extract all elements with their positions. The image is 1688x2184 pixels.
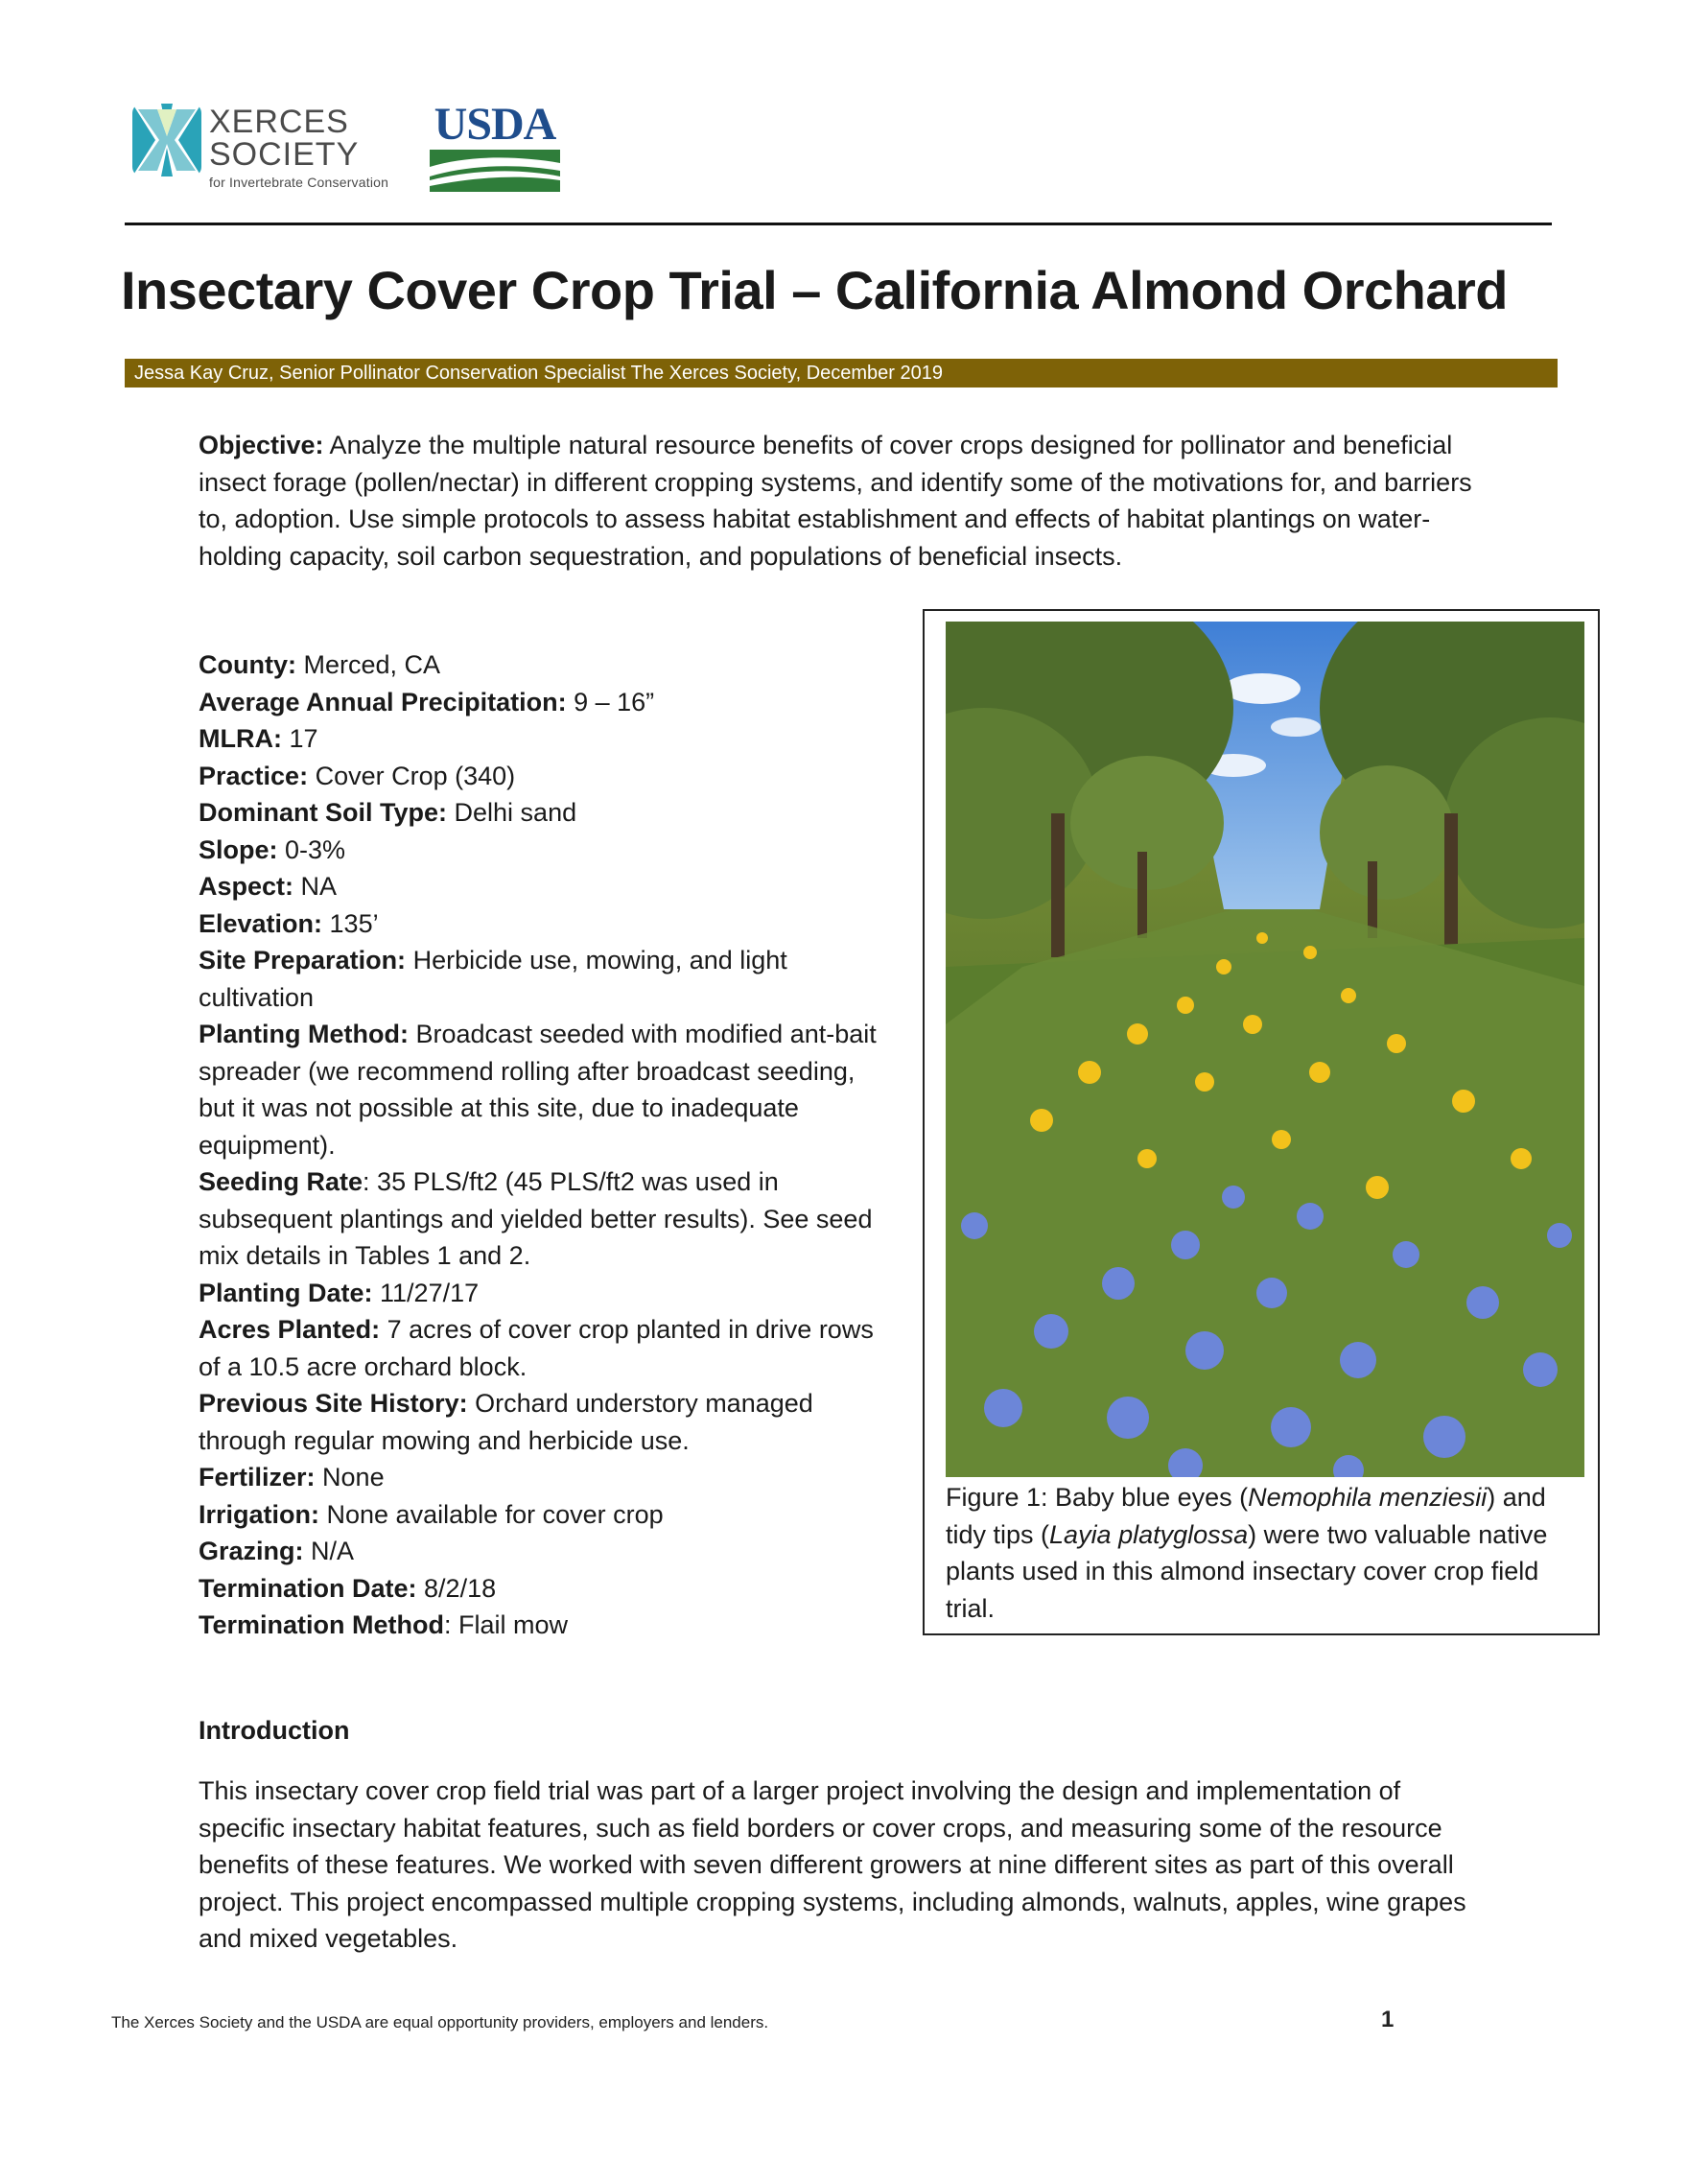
field-value: Broadcast seeded with modified ant-bait spreader (we recommend rolling after broadcast seeding, but it was not possible at this site, due to inadequate equipment). bbox=[199, 1020, 877, 1160]
field-label: Previous Site History: bbox=[199, 1389, 468, 1418]
field-label: Grazing: bbox=[199, 1537, 304, 1565]
caption-part: Figure 1: Baby blue eyes ( bbox=[946, 1483, 1249, 1512]
xerces-tagline: for Invertebrate Conservation bbox=[209, 175, 389, 190]
field-label: Dominant Soil Type: bbox=[199, 798, 448, 827]
field-label: Fertilizer: bbox=[199, 1463, 316, 1491]
field-mlra bbox=[199, 720, 889, 758]
usda-wordmark: USDA bbox=[434, 99, 556, 150]
species-name: Layia platyglossa bbox=[1049, 1519, 1249, 1549]
field-value: : 35 PLS/ft2 (45 PLS/ft2 was used in subsequent plantings and yielded better results). See seed mix details in Tables 1 and 2. bbox=[199, 1167, 873, 1270]
page-title: Insectary Cover Crop Trial – California Almond Orchard bbox=[121, 260, 1508, 320]
species-name: Nemophila menziesii bbox=[1248, 1483, 1488, 1512]
field-label: Site Preparation: bbox=[199, 946, 407, 975]
introduction-paragraph: This insectary cover crop field trial was part of a larger project involving the design and implementation of specific insectary habitat features, such as field borders or cover crops, and measuring some of the resource benefits of these features. We worked with seven different growers at nine different sites as part of this overall project. This project encompassed multiple cropping systems, including almonds, walnuts, apples, wine grapes and mixed vegetables. bbox=[199, 1776, 1466, 1953]
usda-logo bbox=[430, 99, 560, 192]
field-termination-date bbox=[199, 1570, 889, 1608]
field-county bbox=[199, 646, 889, 684]
xerces-logo-mark bbox=[132, 104, 201, 176]
field-value: None available for cover crop bbox=[319, 1499, 664, 1529]
field-practice bbox=[199, 758, 889, 795]
field-site-preparation bbox=[199, 942, 889, 1016]
field-termination-method bbox=[199, 1607, 889, 1644]
field-grazing bbox=[199, 1533, 889, 1570]
field-elevation bbox=[199, 905, 889, 943]
field-value: Herbicide use, mowing, and light cultivation bbox=[199, 946, 787, 1012]
field-planting-date bbox=[199, 1275, 889, 1312]
field-planting-method bbox=[199, 1016, 889, 1163]
field-label: Slope: bbox=[199, 834, 278, 864]
field-label: Aspect: bbox=[199, 872, 294, 901]
field-value: 7 acres of cover crop planted in drive rows of a 10.5 acre orchard block. bbox=[199, 1315, 874, 1381]
field-label: Seeding Rate bbox=[199, 1167, 363, 1196]
field-label: Planting Method: bbox=[199, 1020, 409, 1048]
field-soil-type bbox=[199, 794, 889, 832]
field-slope bbox=[199, 832, 889, 869]
field-label: Average Annual Precipitation: bbox=[199, 687, 567, 716]
field-value: 17 bbox=[281, 724, 318, 753]
field-value: 0-3% bbox=[277, 834, 346, 864]
field-value: Merced, CA bbox=[295, 650, 441, 679]
xerces-name-line2: SOCIETY bbox=[209, 136, 360, 173]
field-acres-planted bbox=[199, 1311, 889, 1385]
field-label: Acres Planted: bbox=[199, 1315, 381, 1344]
objective-paragraph bbox=[199, 427, 1484, 575]
field-irrigation bbox=[199, 1496, 889, 1534]
field-site-history bbox=[199, 1385, 889, 1459]
field-value: Cover Crop (340) bbox=[308, 761, 516, 790]
page-number: 1 bbox=[1381, 2007, 1395, 2032]
xerces-name-line1: XERCES bbox=[209, 104, 349, 140]
usda-landscape-mark bbox=[430, 150, 560, 192]
caption-part: ) were two valuable native plants used in this almond insectary cover crop field trial. bbox=[946, 1519, 1548, 1623]
field-label: Termination Date: bbox=[199, 1573, 417, 1603]
field-label: Practice: bbox=[199, 761, 309, 790]
field-value: Delhi sand bbox=[447, 798, 577, 827]
caption-part: ) and tidy tips ( bbox=[946, 1483, 1546, 1549]
field-value: 11/27/17 bbox=[372, 1278, 480, 1307]
footer-disclaimer: The Xerces Society and the USDA are equal opportunity providers, employers and lenders. bbox=[111, 2013, 769, 2031]
field-value: N/A bbox=[303, 1537, 355, 1565]
field-value: 8/2/18 bbox=[416, 1573, 497, 1603]
field-precipitation bbox=[199, 684, 889, 721]
site-details-list bbox=[199, 646, 889, 1644]
header-rule bbox=[125, 223, 1552, 225]
field-label: County: bbox=[199, 650, 296, 679]
orchard-wildflower-photo bbox=[946, 622, 1584, 1477]
field-label: Elevation: bbox=[199, 908, 323, 938]
field-label: Irrigation: bbox=[199, 1499, 319, 1529]
field-aspect bbox=[199, 868, 889, 905]
objective-text: Analyze the multiple natural resource benefits of cover crops designed for pollinator and beneficial insect forage (pollen/nectar) in different cropping systems, and identify some of the motivations for, and barriers to, adoption. Use simple protocols to assess habitat establishment and effects of habitat plantings on water-holding capacity, soil carbon sequestration, and populations of beneficial insects. bbox=[199, 431, 1472, 571]
field-label: Termination Method bbox=[199, 1610, 444, 1639]
field-label: Planting Date: bbox=[199, 1278, 373, 1307]
field-value: NA bbox=[293, 872, 338, 901]
introduction-heading: Introduction bbox=[199, 1716, 350, 1745]
field-seeding-rate bbox=[199, 1163, 889, 1275]
figure-1 bbox=[923, 609, 1600, 1635]
field-label: MLRA: bbox=[199, 724, 282, 753]
objective-label: Objective: bbox=[199, 431, 324, 459]
field-fertilizer bbox=[199, 1459, 889, 1496]
field-value: : Flail mow bbox=[444, 1610, 569, 1639]
field-value: 135’ bbox=[322, 908, 379, 938]
field-value: None bbox=[315, 1463, 385, 1491]
figure-caption bbox=[946, 1479, 1584, 1627]
header-logos bbox=[132, 99, 574, 192]
field-value: 9 – 16” bbox=[566, 687, 655, 716]
author-byline: Jessa Kay Cruz, Senior Pollinator Conservation Specialist The Xerces Society, December 2019 bbox=[125, 359, 1558, 387]
field-value: Orchard understory managed through regular mowing and herbicide use. bbox=[199, 1389, 813, 1455]
